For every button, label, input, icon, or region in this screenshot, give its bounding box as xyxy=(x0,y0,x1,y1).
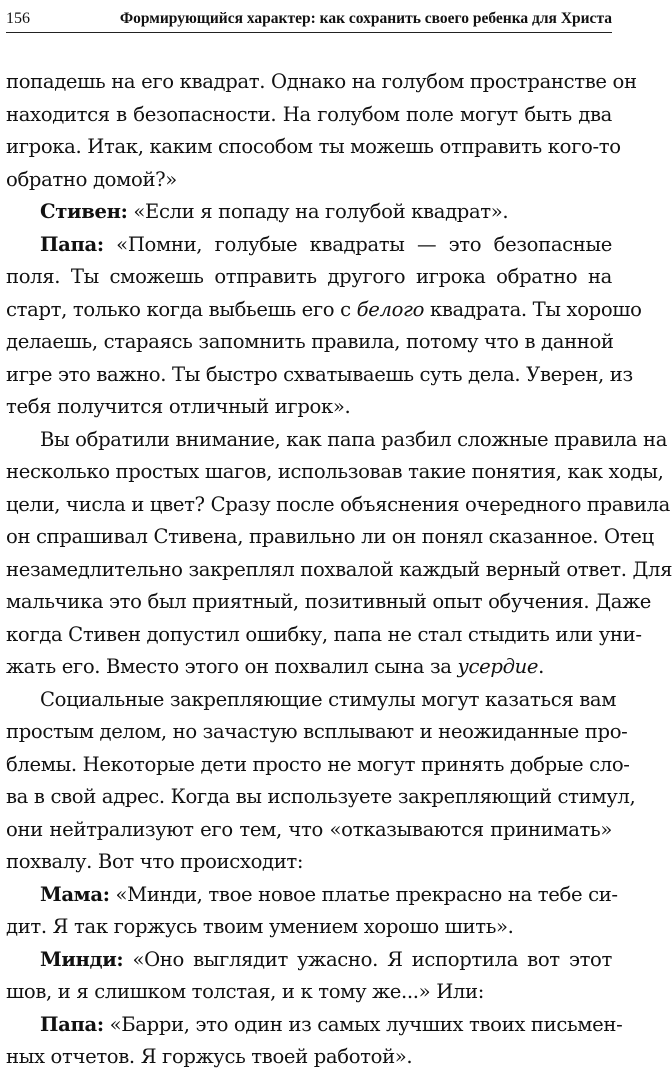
text-line xyxy=(6,716,628,749)
text-run: попадешь на его квадрат. Однако на голубом пространстве он xyxy=(6,70,637,93)
emphasized-word: белого xyxy=(356,297,425,321)
text-run: несколько простых шагов, использовав такие понятия, как ходы, xyxy=(6,460,664,483)
text-line xyxy=(6,879,618,912)
text-run: «Минди, твое новое платье прекрасно на тебе си- xyxy=(109,882,618,906)
text-run: «Барри, это один из самых лучших твоих письмен- xyxy=(103,1012,623,1036)
text-line xyxy=(6,684,617,717)
text-run: «Помни, голубые квадраты — это безопасные xyxy=(103,232,612,256)
text-run: игрока. Итак, каким способом ты можешь отправить кого-то xyxy=(6,135,621,158)
text-line xyxy=(6,521,654,554)
text-run: незамедлительно закреплял похвалой каждый верный ответ. Для xyxy=(6,557,672,581)
text-run: находится в безопасности. На голубом поле могут быть два xyxy=(6,102,612,126)
text-run: простым делом, но зачастую всплывают и неожиданные про- xyxy=(6,720,628,743)
text-run: похвалу. Вот что происходит: xyxy=(6,850,304,873)
text-line xyxy=(6,489,670,522)
text-line xyxy=(6,196,612,229)
text-line xyxy=(6,1041,612,1074)
text-line xyxy=(6,554,672,587)
text-run: поля. Ты сможешь отправить другого игрока обратно на xyxy=(6,265,612,288)
text-line xyxy=(6,911,612,944)
text-run: мальчика это был приятный, позитивный опыт обучения. Даже xyxy=(6,590,652,613)
text-run: жать его. Вместо этого он похвалил сына за xyxy=(6,655,458,678)
text-run: блемы. Некоторые дети просто не могут принять добрые сло- xyxy=(6,752,630,776)
text-line xyxy=(6,424,668,457)
text-line xyxy=(6,781,636,814)
text-line xyxy=(6,131,621,164)
text-line xyxy=(6,294,642,327)
text-run: . xyxy=(538,655,545,678)
text-run: обратно домой?» xyxy=(6,167,177,191)
running-header xyxy=(6,4,612,33)
page-number: 156 xyxy=(6,10,30,27)
text-run: делаешь, стараясь запомнить правила, потому что в данной xyxy=(6,330,614,353)
text-line xyxy=(6,66,637,99)
text-line xyxy=(6,99,612,132)
text-run: дит. Я так горжусь твоим умением хорошо шить». xyxy=(6,915,514,938)
text-line xyxy=(6,359,633,392)
text-run: «Оно выглядит ужасно. Я испортила вот этот xyxy=(123,947,612,971)
text-line xyxy=(6,164,612,197)
text-line xyxy=(6,456,664,489)
text-run: когда Стивен допустил ошибку, папа не стал стыдить или уни- xyxy=(6,622,642,646)
text-run: «Если я попаду на голубой квадрат». xyxy=(127,200,509,223)
text-run: тебя получится отличный игрок». xyxy=(6,395,351,418)
text-line xyxy=(6,229,612,262)
text-run: старт, только когда выбьешь его с xyxy=(6,297,357,321)
text-run: шов, и я слишком толстая, и к тому же...» Или: xyxy=(6,980,484,1003)
text-run: ных отчетов. Я горжусь твоей работой». xyxy=(6,1045,413,1068)
text-run: они нейтрализуют его тем, что «отказываются принимать» xyxy=(6,817,612,841)
speaker-name: Стивен: xyxy=(40,200,128,223)
text-line xyxy=(6,391,612,424)
text-line xyxy=(6,944,612,977)
text-run: квадрата. Ты хорошо xyxy=(424,297,642,321)
text-line xyxy=(6,846,612,879)
text-run: Социальные закрепляющие стимулы могут казаться вам xyxy=(40,687,617,711)
speaker-name: Папа: xyxy=(40,1012,104,1036)
running-title: Формирующийся характер: как сохранить своего ребенка для Христа xyxy=(119,10,612,27)
body-text xyxy=(6,66,672,1074)
text-line xyxy=(6,651,612,684)
text-run: ва в свой адрес. Когда вы используете закрепляющий стимул, xyxy=(6,785,636,808)
text-run: он спрашивал Стивена, правильно ли он понял сказанное. Отец xyxy=(6,525,654,548)
text-line xyxy=(6,1009,623,1042)
speaker-name: Минди: xyxy=(40,947,124,971)
text-line xyxy=(6,976,612,1009)
speaker-name: Папа: xyxy=(40,232,104,256)
text-line xyxy=(6,261,612,294)
text-line xyxy=(6,586,652,619)
text-line xyxy=(6,814,612,847)
speaker-name: Мама: xyxy=(40,882,110,906)
text-line xyxy=(6,326,612,359)
text-run: Вы обратили внимание, как папа разбил сложные правила на xyxy=(40,427,668,451)
text-line xyxy=(6,619,642,652)
text-run: игре это важно. Ты быстро схватываешь суть дела. Уверен, из xyxy=(6,362,633,386)
emphasized-word: усердие xyxy=(457,655,539,678)
text-line xyxy=(6,749,630,782)
text-run: цели, числа и цвет? Сразу после объяснения очередного правила xyxy=(6,492,670,516)
